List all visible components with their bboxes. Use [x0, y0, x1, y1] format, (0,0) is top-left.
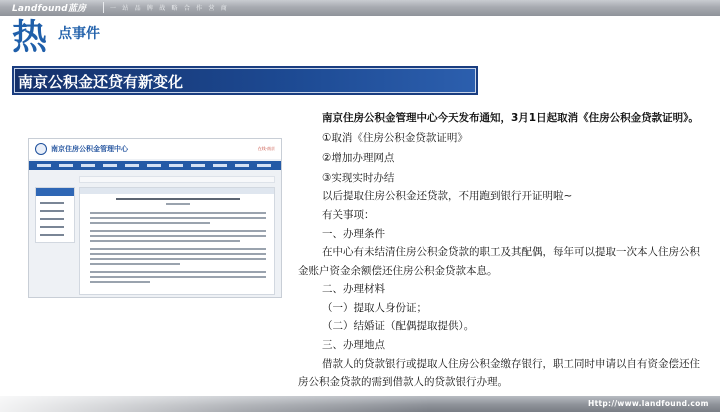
site-nav: [29, 161, 281, 170]
article-line: （一）提取人身份证；: [322, 302, 427, 314]
site-tag: 在线·南京: [257, 146, 275, 151]
article-line: 二、办理材料: [322, 283, 385, 295]
footer-url: Http://www.landfound.com: [588, 399, 709, 408]
site-header: [29, 139, 281, 159]
article-line: 三、办理地点: [322, 339, 385, 351]
site-notice-content: [79, 187, 275, 295]
footer-bar: [0, 396, 720, 412]
site-emblem-icon: [35, 143, 47, 155]
article-line: （二）结婚证（配偶提取提供）。: [322, 320, 475, 332]
top-banner: [0, 0, 720, 16]
title-bar: [12, 66, 478, 95]
article-line: 金账户资金余额偿还住房公积金贷款本息。: [298, 265, 498, 277]
site-breadcrumb: [79, 176, 275, 183]
brand-slogan: 一 站 品 牌 战 略 合 作 营 商: [110, 5, 229, 12]
site-name: 南京住房公积金管理中心: [51, 145, 128, 153]
brand-logo: Landfound蓝房: [12, 4, 87, 14]
article-line: 借款人的贷款银行或提取人住房公积金缴存银行，职工同时申请以自有资金偿还住: [322, 358, 700, 370]
article-line: 一、办理条件: [322, 228, 385, 240]
article-line: ①取消《住房公积金贷款证明》: [322, 132, 468, 144]
banner-divider: [103, 2, 104, 13]
page-title: 南京公积金还贷有新变化: [18, 73, 184, 91]
article-line: 房公积金贷款的需到借款人的贷款银行办理。: [298, 376, 508, 388]
site-sidebar: [35, 187, 75, 243]
article-line: ②增加办理网点: [322, 152, 395, 164]
website-screenshot: [28, 138, 282, 298]
article-line: 南京住房公积金管理中心今天发布通知，3月1日起取消《住房公积金贷款证明》。: [322, 112, 699, 124]
article-line: 有关事项：: [322, 209, 375, 221]
article-line: 以后提取住房公积金还贷款，不用跑到银行开证明啦~: [322, 190, 573, 202]
article-line: ③实现实时办结: [322, 172, 395, 184]
article-line: 在中心有未结清住房公积金贷款的职工及其配偶，每年可以提取一次本人住房公积: [322, 246, 700, 258]
heading-hot-char: 热: [12, 18, 48, 58]
heading-hot-rest: 点事件: [58, 26, 100, 42]
